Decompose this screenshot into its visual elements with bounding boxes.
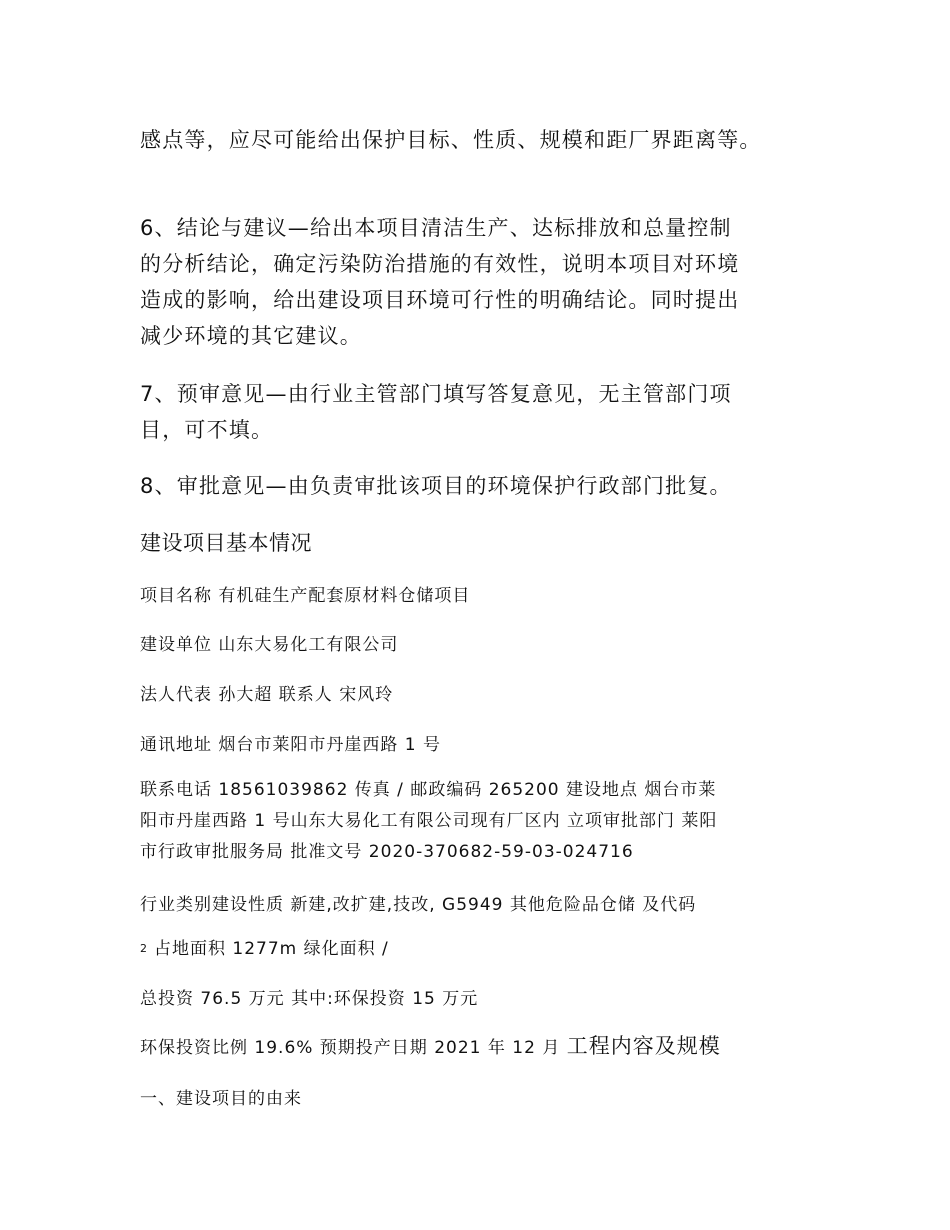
paragraph-item-7 bbox=[140, 376, 732, 448]
field-industry-category: 行业类别建设性质 新建,改扩建,技改, G5949 其他危险品仓储 及代码 bbox=[140, 895, 697, 915]
field-project-name: 项目名称 有机硅生产配套原材料仓储项目 bbox=[140, 586, 471, 606]
field-address: 通讯地址 烟台市莱阳市丹崖西路 1 号 bbox=[140, 735, 442, 755]
paragraph-line: 减少环境的其它建议。 bbox=[140, 324, 362, 348]
field-investment-ratio-text: 环保投资比例 19.6% 预期投产日期 2021 年 12 月 bbox=[140, 1038, 561, 1058]
paragraph-line: 目，可不填。 bbox=[140, 418, 274, 442]
field-line: 联系电话 18561039862 传真 / 邮政编码 265200 建设地点 烟台市莱 bbox=[140, 780, 717, 800]
field-land-area-text: 占地面积 1277m 绿化面积 / bbox=[154, 939, 389, 959]
paragraph-line: 6、结论与建议—给出本项目清洁生产、达标排放和总量控制 bbox=[140, 216, 732, 240]
heading-scale: 工程内容及规模 bbox=[566, 1034, 721, 1058]
field-line: 阳市丹崖西路 1 号山东大易化工有限公司现有厂区内 立项审批部门 莱阳 bbox=[140, 811, 718, 831]
paragraph-item-6 bbox=[140, 210, 739, 354]
field-legal-representative: 法人代表 孙大超 联系人 宋风玲 bbox=[140, 685, 394, 705]
paragraph-line: 7、预审意见—由行业主管部门填写答复意见，无主管部门项 bbox=[140, 382, 732, 406]
paragraph-item-8: 8、审批意见—由负责审批该项目的环境保护行政部门批复。 bbox=[140, 474, 732, 498]
paragraph-line: 的分析结论，确定污染防治措施的有效性，说明本项目对环境 bbox=[140, 252, 740, 276]
field-total-investment: 总投资 76.5 万元 其中:环保投资 15 万元 bbox=[140, 989, 479, 1009]
field-land-area bbox=[140, 934, 389, 959]
field-contact-block bbox=[140, 775, 717, 868]
field-line: 市行政审批服务局 批准文号 2020-370682-59-03-024716 bbox=[140, 842, 634, 862]
paragraph-continuation: 感点等，应尽可能给出保护目标、性质、规模和距厂界距离等。 bbox=[140, 128, 762, 152]
superscript-two: 2 bbox=[140, 942, 148, 955]
section-title: 建设项目基本情况 bbox=[140, 531, 312, 555]
field-construction-unit: 建设单位 山东大易化工有限公司 bbox=[140, 635, 399, 655]
field-investment-ratio bbox=[140, 1030, 721, 1060]
paragraph-line: 造成的影响，给出建设项目环境可行性的明确结论。同时提出 bbox=[140, 288, 740, 312]
heading-project-origin: 一、建设项目的由来 bbox=[140, 1089, 302, 1109]
